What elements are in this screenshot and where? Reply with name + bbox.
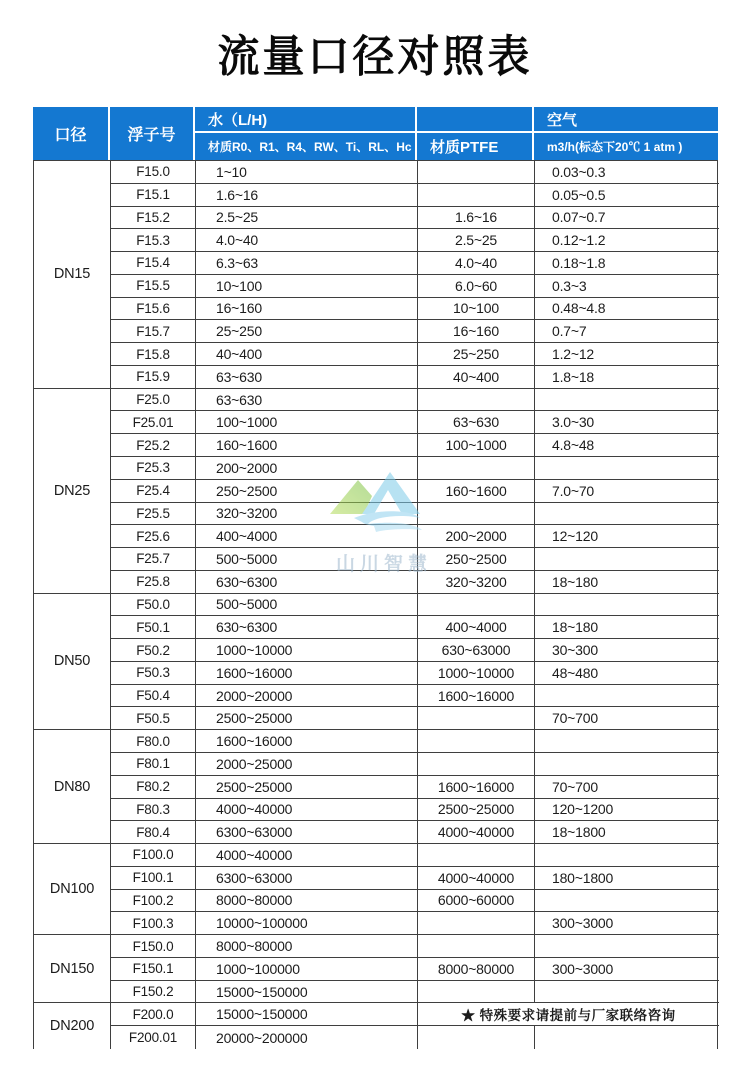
- water-range-cell: 6300~63000: [196, 821, 418, 844]
- ptfe-range-cell: [418, 844, 535, 867]
- air-range-cell: [535, 844, 719, 867]
- diameter-cell: DN150: [34, 935, 111, 1003]
- ptfe-range-cell: [418, 594, 535, 617]
- diameter-cell: DN15: [34, 161, 111, 389]
- float-number-cell: F50.1: [111, 616, 196, 639]
- float-number-cell: F80.2: [111, 776, 196, 799]
- water-range-cell: 1600~16000: [196, 662, 418, 685]
- ptfe-range-cell: [418, 753, 535, 776]
- float-number-cell: F25.7: [111, 548, 196, 571]
- ptfe-range-cell: 63~630: [418, 411, 535, 434]
- special-request-note: ★ 特殊要求请提前与厂家联络咨询: [418, 1003, 719, 1026]
- float-number-cell: F15.1: [111, 184, 196, 207]
- float-number-cell: F25.5: [111, 503, 196, 526]
- water-range-cell: 4.0~40: [196, 229, 418, 252]
- ptfe-range-cell: 16~160: [418, 320, 535, 343]
- air-range-cell: [535, 981, 719, 1004]
- water-range-cell: 63~630: [196, 389, 418, 412]
- air-range-cell: 1.2~12: [535, 343, 719, 366]
- air-range-cell: [535, 935, 719, 958]
- float-number-cell: F100.0: [111, 844, 196, 867]
- air-range-cell: 0.3~3: [535, 275, 719, 298]
- header-diameter: 口径: [33, 107, 110, 160]
- ptfe-range-cell: [418, 1026, 535, 1049]
- water-range-cell: 20000~200000: [196, 1026, 418, 1049]
- water-range-cell: 1000~10000: [196, 639, 418, 662]
- water-range-cell: 400~4000: [196, 525, 418, 548]
- air-range-cell: [535, 890, 719, 913]
- table-body: [33, 160, 718, 1049]
- water-range-cell: 4000~40000: [196, 799, 418, 822]
- water-range-cell: 10000~100000: [196, 912, 418, 935]
- air-range-cell: 0.12~1.2: [535, 229, 719, 252]
- ptfe-range-cell: 400~4000: [418, 616, 535, 639]
- float-number-cell: F25.6: [111, 525, 196, 548]
- ptfe-range-cell: [418, 389, 535, 412]
- ptfe-range-cell: 40~400: [418, 366, 535, 389]
- air-range-cell: 0.48~4.8: [535, 298, 719, 321]
- header-water: 水（L/H): [195, 107, 417, 133]
- air-range-cell: 48~480: [535, 662, 719, 685]
- page-title: 流量口径对照表: [217, 32, 533, 82]
- water-range-cell: 15000~150000: [196, 1003, 418, 1026]
- ptfe-range-cell: 10~100: [418, 298, 535, 321]
- water-range-cell: 200~2000: [196, 457, 418, 480]
- air-range-cell: 180~1800: [535, 867, 719, 890]
- water-range-cell: 25~250: [196, 320, 418, 343]
- float-number-cell: F100.3: [111, 912, 196, 935]
- float-number-cell: F25.8: [111, 571, 196, 594]
- ptfe-range-cell: 1.6~16: [418, 207, 535, 230]
- water-range-cell: 40~400: [196, 343, 418, 366]
- float-number-cell: F150.2: [111, 981, 196, 1004]
- air-range-cell: 0.05~0.5: [535, 184, 719, 207]
- air-range-cell: 0.07~0.7: [535, 207, 719, 230]
- ptfe-range-cell: 6000~60000: [418, 890, 535, 913]
- air-range-cell: 0.18~1.8: [535, 252, 719, 275]
- float-number-cell: F15.4: [111, 252, 196, 275]
- ptfe-range-cell: 200~2000: [418, 525, 535, 548]
- ptfe-range-cell: [418, 730, 535, 753]
- float-number-cell: F80.4: [111, 821, 196, 844]
- water-range-cell: 500~5000: [196, 594, 418, 617]
- float-number-cell: F50.5: [111, 707, 196, 730]
- water-range-cell: 160~1600: [196, 434, 418, 457]
- air-range-cell: 4.8~48: [535, 434, 719, 457]
- float-number-cell: F200.01: [111, 1026, 196, 1049]
- air-range-cell: 0.03~0.3: [535, 161, 719, 184]
- air-range-cell: [535, 594, 719, 617]
- water-range-cell: 250~2500: [196, 480, 418, 503]
- air-range-cell: 30~300: [535, 639, 719, 662]
- float-number-cell: F200.0: [111, 1003, 196, 1026]
- water-range-cell: 1~10: [196, 161, 418, 184]
- ptfe-range-cell: [418, 161, 535, 184]
- float-number-cell: F25.3: [111, 457, 196, 480]
- ptfe-range-cell: 1600~16000: [418, 776, 535, 799]
- diameter-cell: DN100: [34, 844, 111, 935]
- ptfe-range-cell: [418, 707, 535, 730]
- air-range-cell: 18~180: [535, 616, 719, 639]
- ptfe-range-cell: 2.5~25: [418, 229, 535, 252]
- ptfe-range-cell: [418, 981, 535, 1004]
- float-number-cell: F25.4: [111, 480, 196, 503]
- diameter-cell: DN25: [34, 389, 111, 594]
- header-ptfe: 材质PTFE: [417, 133, 534, 160]
- float-number-cell: F80.3: [111, 799, 196, 822]
- float-number-cell: F15.0: [111, 161, 196, 184]
- air-range-cell: 1.8~18: [535, 366, 719, 389]
- air-range-cell: 12~120: [535, 525, 719, 548]
- water-range-cell: 4000~40000: [196, 844, 418, 867]
- ptfe-range-cell: [418, 912, 535, 935]
- water-range-cell: 6300~63000: [196, 867, 418, 890]
- air-range-cell: 70~700: [535, 776, 719, 799]
- header-ptfe-top-spacer: [417, 107, 534, 133]
- air-range-cell: 0.7~7: [535, 320, 719, 343]
- air-range-cell: 18~180: [535, 571, 719, 594]
- float-number-cell: F80.1: [111, 753, 196, 776]
- float-number-cell: F15.5: [111, 275, 196, 298]
- diameter-cell: DN80: [34, 730, 111, 844]
- ptfe-range-cell: 6.0~60: [418, 275, 535, 298]
- water-range-cell: 15000~150000: [196, 981, 418, 1004]
- air-range-cell: 120~1200: [535, 799, 719, 822]
- ptfe-range-cell: 25~250: [418, 343, 535, 366]
- ptfe-range-cell: 2500~25000: [418, 799, 535, 822]
- air-range-cell: 3.0~30: [535, 411, 719, 434]
- ptfe-range-cell: 630~63000: [418, 639, 535, 662]
- float-number-cell: F50.4: [111, 685, 196, 708]
- ptfe-range-cell: 250~2500: [418, 548, 535, 571]
- water-range-cell: 2500~25000: [196, 707, 418, 730]
- watermark-text: 山川智慧: [335, 554, 432, 575]
- water-range-cell: 2000~20000: [196, 685, 418, 708]
- ptfe-range-cell: [418, 184, 535, 207]
- float-number-cell: F100.1: [111, 867, 196, 890]
- water-range-cell: 500~5000: [196, 548, 418, 571]
- float-number-cell: F80.0: [111, 730, 196, 753]
- float-number-cell: F100.2: [111, 890, 196, 913]
- ptfe-range-cell: 4000~40000: [418, 821, 535, 844]
- air-range-cell: [535, 753, 719, 776]
- float-number-cell: F25.0: [111, 389, 196, 412]
- air-range-cell: 300~3000: [535, 958, 719, 981]
- table-header: [33, 107, 718, 160]
- air-range-cell: [535, 685, 719, 708]
- float-number-cell: F15.6: [111, 298, 196, 321]
- float-number-cell: F25.01: [111, 411, 196, 434]
- air-range-cell: 70~700: [535, 707, 719, 730]
- water-range-cell: 8000~80000: [196, 935, 418, 958]
- water-range-cell: 16~160: [196, 298, 418, 321]
- float-number-cell: F50.0: [111, 594, 196, 617]
- float-number-cell: F15.2: [111, 207, 196, 230]
- flow-diameter-table: [33, 107, 718, 1049]
- water-range-cell: 2000~25000: [196, 753, 418, 776]
- float-number-cell: F15.3: [111, 229, 196, 252]
- water-range-cell: 10~100: [196, 275, 418, 298]
- air-range-cell: [535, 457, 719, 480]
- diameter-cell: DN50: [34, 594, 111, 731]
- air-range-cell: 300~3000: [535, 912, 719, 935]
- ptfe-range-cell: 1600~16000: [418, 685, 535, 708]
- float-number-cell: F25.2: [111, 434, 196, 457]
- water-range-cell: 8000~80000: [196, 890, 418, 913]
- ptfe-range-cell: 1000~10000: [418, 662, 535, 685]
- float-number-cell: F15.8: [111, 343, 196, 366]
- air-range-cell: [535, 548, 719, 571]
- air-range-cell: [535, 1026, 719, 1049]
- ptfe-range-cell: 4000~40000: [418, 867, 535, 890]
- float-number-cell: F50.3: [111, 662, 196, 685]
- ptfe-range-cell: 320~3200: [418, 571, 535, 594]
- ptfe-range-cell: [418, 457, 535, 480]
- water-range-cell: 1600~16000: [196, 730, 418, 753]
- water-range-cell: 100~1000: [196, 411, 418, 434]
- float-number-cell: F15.9: [111, 366, 196, 389]
- water-range-cell: 320~3200: [196, 503, 418, 526]
- ptfe-range-cell: 4.0~40: [418, 252, 535, 275]
- float-number-cell: F150.1: [111, 958, 196, 981]
- air-range-cell: 18~1800: [535, 821, 719, 844]
- water-range-cell: 63~630: [196, 366, 418, 389]
- header-air: 空气: [534, 107, 718, 133]
- header-water-material-sub: 材质R0、R1、R4、RW、Ti、RL、Hc: [195, 133, 417, 160]
- water-range-cell: 6.3~63: [196, 252, 418, 275]
- ptfe-range-cell: [418, 503, 535, 526]
- float-number-cell: F15.7: [111, 320, 196, 343]
- air-range-cell: [535, 503, 719, 526]
- diameter-cell: DN200: [34, 1003, 111, 1049]
- ptfe-range-cell: 100~1000: [418, 434, 535, 457]
- air-range-cell: [535, 730, 719, 753]
- water-range-cell: 1000~100000: [196, 958, 418, 981]
- water-range-cell: 2.5~25: [196, 207, 418, 230]
- ptfe-range-cell: [418, 935, 535, 958]
- header-float-number: 浮子号: [110, 107, 195, 160]
- header-air-unit-sub: m3/h(标态下20℃ 1 atm ): [534, 133, 718, 160]
- air-range-cell: 7.0~70: [535, 480, 719, 503]
- water-range-cell: 630~6300: [196, 571, 418, 594]
- float-number-cell: F150.0: [111, 935, 196, 958]
- float-number-cell: F50.2: [111, 639, 196, 662]
- air-range-cell: [535, 389, 719, 412]
- ptfe-range-cell: 160~1600: [418, 480, 535, 503]
- water-range-cell: 630~6300: [196, 616, 418, 639]
- water-range-cell: 1.6~16: [196, 184, 418, 207]
- water-range-cell: 2500~25000: [196, 776, 418, 799]
- ptfe-range-cell: 8000~80000: [418, 958, 535, 981]
